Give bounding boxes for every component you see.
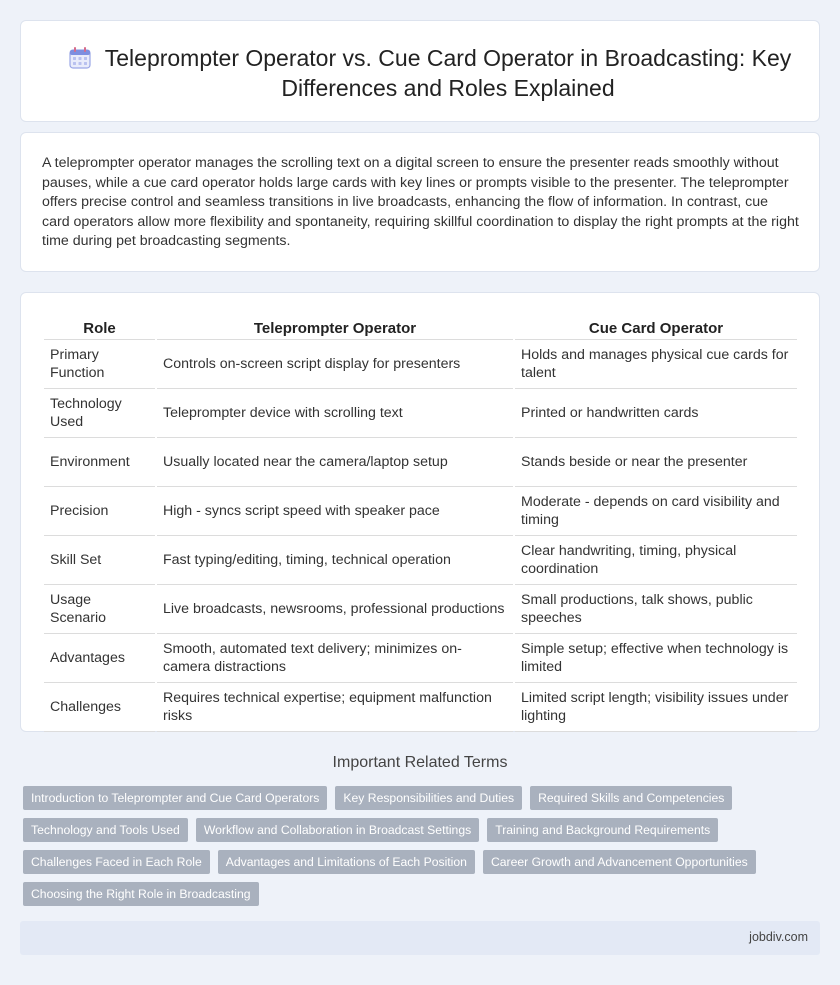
header-cue-card: Cue Card Operator: [515, 314, 797, 340]
teleprompter-cell: Teleprompter device with scrolling text: [157, 389, 513, 438]
cue-card-cell: Stands beside or near the presenter: [515, 438, 797, 487]
table-row: [44, 438, 797, 487]
row-label: Technology Used: [44, 389, 155, 438]
related-term-chip[interactable]: Challenges Faced in Each Role: [23, 850, 210, 874]
cue-card-cell: Printed or handwritten cards: [515, 389, 797, 438]
teleprompter-cell: Smooth, automated text delivery; minimizes on-camera distractions: [157, 634, 513, 683]
row-label: Skill Set: [44, 536, 155, 585]
table-row: [44, 585, 797, 634]
teleprompter-cell: High - syncs script speed with speaker pace: [157, 487, 513, 536]
cue-card-cell: Simple setup; effective when technology is limited: [515, 634, 797, 683]
related-term-chip[interactable]: Choosing the Right Role in Broadcasting: [23, 882, 259, 906]
header-card: [20, 20, 820, 122]
row-label: Advantages: [44, 634, 155, 683]
related-term-chip[interactable]: Required Skills and Competencies: [530, 786, 732, 810]
table-header-row: [44, 314, 797, 340]
cue-card-cell: Holds and manages physical cue cards for talent: [515, 340, 797, 389]
header-teleprompter: Teleprompter Operator: [157, 314, 513, 340]
related-terms-list: [23, 786, 823, 906]
teleprompter-cell: Usually located near the camera/laptop setup: [157, 438, 513, 487]
row-label: Challenges: [44, 683, 155, 732]
cue-card-cell: Small productions, talk shows, public speeches: [515, 585, 797, 634]
row-label: Precision: [44, 487, 155, 536]
related-term-chip[interactable]: Technology and Tools Used: [23, 818, 188, 842]
cue-card-cell: Limited script length; visibility issues under lighting: [515, 683, 797, 732]
teleprompter-cell: Controls on-screen script display for presenters: [157, 340, 513, 389]
footer-brand-link[interactable]: jobdiv.com: [749, 930, 808, 944]
header-role: Role: [44, 314, 155, 340]
related-term-chip[interactable]: Training and Background Requirements: [487, 818, 718, 842]
comparison-table: [42, 314, 799, 732]
table-row: [44, 536, 797, 585]
row-label: Environment: [44, 438, 155, 487]
footer: [20, 921, 820, 955]
calendar-icon: [67, 45, 93, 71]
row-label: Primary Function: [44, 340, 155, 389]
intro-card: [20, 132, 820, 272]
cue-card-cell: Clear handwriting, timing, physical coordination: [515, 536, 797, 585]
teleprompter-cell: Fast typing/editing, timing, technical operation: [157, 536, 513, 585]
related-term-chip[interactable]: Workflow and Collaboration in Broadcast Settings: [196, 818, 479, 842]
table-row: [44, 487, 797, 536]
intro-paragraph: A teleprompter operator manages the scrolling text on a digital screen to ensure the presenter reads smoothly without pauses, while a cue card operator holds large cards with key lines or prompts visible to the presenter. The teleprompter offers precise control and seamless transitions in live broadcasts, enhancing the flow of information. In contrast, cue card operators allow more flexibility and spontaneity, requiring skillful coordination to display the right prompts at the right time during pet broadcasting segments.: [42, 155, 799, 249]
teleprompter-cell: Live broadcasts, newsrooms, professional productions: [157, 585, 513, 634]
comparison-table-card: [20, 292, 820, 732]
related-term-chip[interactable]: Advantages and Limitations of Each Position: [218, 850, 475, 874]
related-terms-heading: Important Related Terms: [332, 754, 508, 771]
teleprompter-cell: Requires technical expertise; equipment malfunction risks: [157, 683, 513, 732]
related-term-chip[interactable]: Key Responsibilities and Duties: [335, 786, 522, 810]
table-row: [44, 683, 797, 732]
related-term-chip[interactable]: Career Growth and Advancement Opportunities: [483, 850, 756, 874]
table-row: [44, 389, 797, 438]
table-row: [44, 634, 797, 683]
page-title: Teleprompter Operator vs. Cue Card Operator in Broadcasting: Key Differences and Roles Explained: [104, 45, 792, 101]
row-label: Usage Scenario: [44, 585, 155, 634]
table-row: [44, 340, 797, 389]
cue-card-cell: Moderate - depends on card visibility and timing: [515, 487, 797, 536]
related-term-chip[interactable]: Introduction to Teleprompter and Cue Card Operators: [23, 786, 327, 810]
